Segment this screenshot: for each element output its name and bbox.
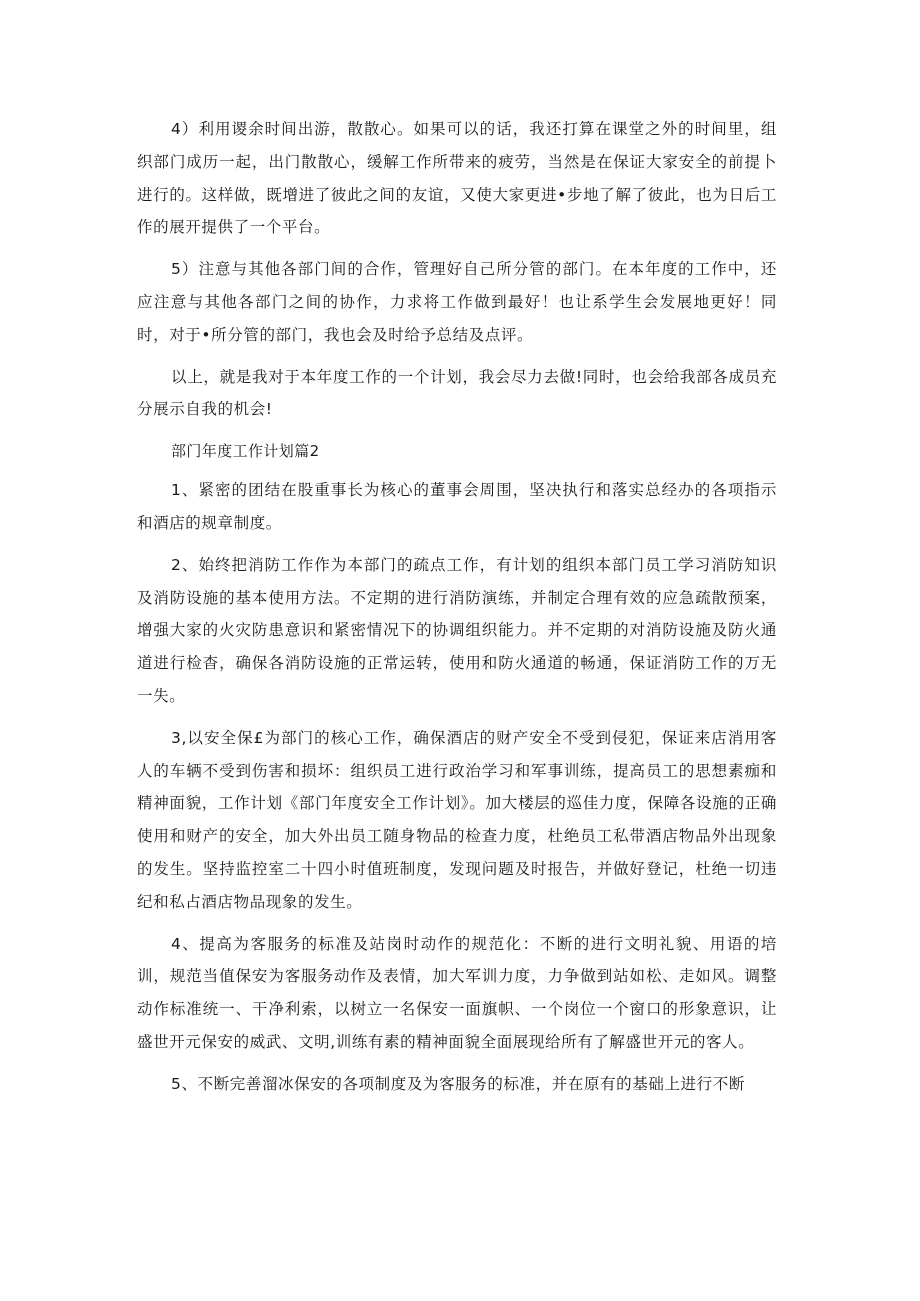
paragraph-department-cooperation: 5）注意与其他各部门间的合作，管理好自己所分管的部门。在本年度的工作中，还应注意与其他各部门之间的协作，力求将工作做到最好！也让系学生会发展地更好！同时，对于•所分管的部门，我也会及时给予总结及点评。 [137, 260, 777, 344]
paragraph-item-3: 3,以安全保£为部门的核心工作，确保酒店的财产安全不受到侵犯，保证来店消用客人的车辆不受到伤害和损坏：组织员工进行政治学习和军事训练，提高员工的思想素痂和精神面貌，工作计划《部门年度安全工作计划》。加大楼层的巡佳力度，保障各设施的正确使用和财产的安全，加大外出员工随身物品的检查力度，杜绝员工私带酒店物品外出现象的发生。坚持监控室二十四小时值班制度，发现问题及时报告，并做好登记，杜绝一切违纪和私占酒店物品现象的发生。 [137, 728, 777, 911]
section-heading: 部门年度工作计划篇2 [171, 442, 320, 461]
paragraph-item-1: 1、紧密的团结在股重事长为核心的董事会周围，坚决执行和落实总经办的各项指示和酒店的规章制度。 [137, 481, 777, 532]
document-body [137, 113, 777, 1110]
paragraph-plan-summary: 以上，就是我对于本年度工作的一个计划，我会尽力去做!同时，也会给我部各成员充分展示自我的机会! [137, 367, 777, 419]
paragraph-leisure-outing: 4）利用谡余时间出游，散散心。如果可以的话，我还打算在课堂之外的时间里，组织部门成历一起，出门散散心，缓解工作所带来的疲劳，当然是在保证大家安全的前提卜进行的。这样做，既增进了彼此之间的友谊，又使大家更进•步地了解了彼此，也为日后工作的展开提供了一个平台。 [137, 120, 777, 237]
paragraph-item-5: 5、不断完善溜冰保安的各项制度及为客服务的标准，并在原有的基础上进行不断 [171, 1074, 745, 1093]
paragraph-item-4: 4、提高为客服务的标准及站岗时动作的规范化：不断的进行文明礼貌、用语的培训，规范当值保安为客服务动作及表情，加大军训力度，力争做到站如松、走如风。调整动作标准统一、干净利索，以树立一名保安一面旗帜、一个岗位一个窗口的形象意识，让盛世开元保安的威武、文明,训练有素的精神面貌全面展现给所有了解盛世开元的客人。 [137, 934, 777, 1051]
paragraph-item-2: 2、始终把消防工作作为本部门的疏点工作，有计划的组织本部门员工学习消防知识及消防设施的基本使用方法。不定期的进行消防演练，并制定合理有效的应急疏散预案，增强大家的火灾防患意识和紧密情况下的协调组织能力。并不定期的对消防设施及防火通道进行检杳，确保各消防设施的正常运转，使用和防火通道的畅通，保证消防工作的万无一失。 [137, 555, 777, 705]
